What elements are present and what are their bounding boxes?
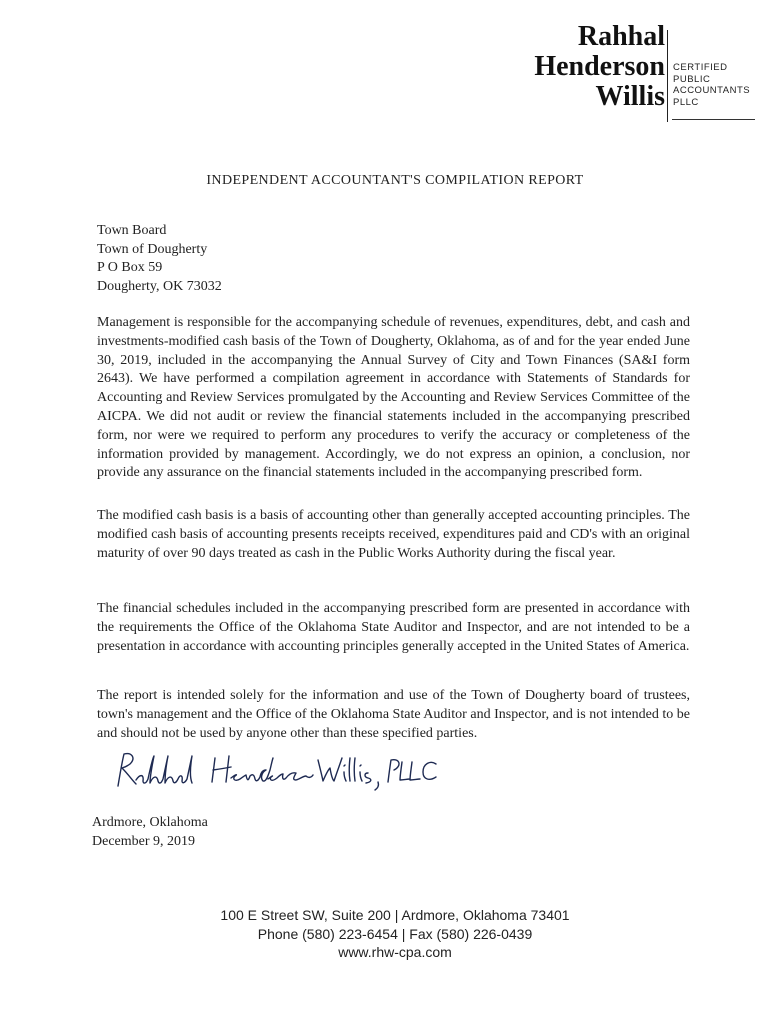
- firm-name-line-3: Willis: [595, 81, 665, 112]
- credential-line-4: PLLC: [673, 96, 699, 108]
- firm-name-logo: [534, 22, 665, 112]
- letterhead-divider: [667, 30, 668, 122]
- footer-address: 100 E Street SW, Suite 200 | Ardmore, Oklahoma 73401: [220, 907, 570, 923]
- signature-graphic: [110, 746, 440, 796]
- credential-line-1: CERTIFIED: [673, 62, 728, 73]
- paragraph-modified-cash-basis: The modified cash basis is a basis of accounting other than generally accepted accounting principles. The modified cash basis of accounting presents receipts received, expenditures paid and CD's with an original maturity of over 90 days treated as cash in the Public Works Authority during the fiscal year.: [97, 508, 690, 561]
- report-date: December 9, 2019: [92, 833, 196, 849]
- footer-contact: [0, 906, 770, 962]
- recipient-line-4: Dougherty, OK 73032: [97, 278, 222, 294]
- recipient-line-1: Town Board: [97, 223, 167, 238]
- credential-line-2: PUBLIC: [673, 73, 711, 85]
- paragraph-intended-use: The report is intended solely for the information and use of the Town of Dougherty board of trustees, town's management and the Office of the Oklahoma State Auditor and Inspector, and is not intended to be and should not be used by anyone other than these specified parties.: [97, 688, 690, 741]
- firm-name-line-1: Rahhal: [577, 21, 665, 52]
- footer-phone-fax: Phone (580) 223-6454 | Fax (580) 226-0439: [257, 925, 533, 942]
- recipient-line-2: Town of Dougherty: [97, 241, 208, 257]
- report-city: Ardmore, Oklahoma: [92, 815, 208, 830]
- paragraph-management-responsibility: Management is responsible for the accompanying schedule of revenues, expenditures, debt, and cash and investments-modified cash basis of the Town of Dougherty, Oklahoma, as of and for the year ended June 30, 2019, included in the accompanying the Annual Survey of City and Town Finances (SA&I form 2643). We have performed a compilation agreement in accordance with Statements of Standards for Accounting and Review Services promulgated by the Accounting and Review Services Committee of the AICPA. We did not audit or review the financial statements included in the accompanying prescribed form, nor were we required to perform any procedures to verify the accuracy or completeness of the information provided by management. Accordingly, we do not express an opinion, a conclusion, nor provide any assurance on the financial statements included in the accompanying prescribed form.: [97, 315, 690, 481]
- footer-website: www.rhw-cpa.com: [338, 944, 452, 960]
- firm-credentials: [673, 62, 750, 108]
- handwritten-signature: [110, 746, 440, 796]
- credential-line-3: ACCOUNTANTS: [673, 85, 751, 96]
- letterhead: [520, 22, 760, 127]
- firm-name-line-2: Henderson: [534, 51, 665, 82]
- place-and-date: [92, 814, 208, 851]
- recipient-line-3: P O Box 59: [97, 260, 163, 275]
- letterhead-underline: [672, 119, 755, 120]
- paragraph-prescribed-form: The financial schedules included in the accompanying prescribed form are presented in accordance with the requirements the Office of the Oklahoma State Auditor and Inspector, and are not intended to be a presentation in accordance with accounting principles generally accepted in the United States of America.: [97, 601, 690, 654]
- recipient-address: [97, 222, 222, 296]
- report-title: INDEPENDENT ACCOUNTANT'S COMPILATION REPORT: [206, 173, 584, 188]
